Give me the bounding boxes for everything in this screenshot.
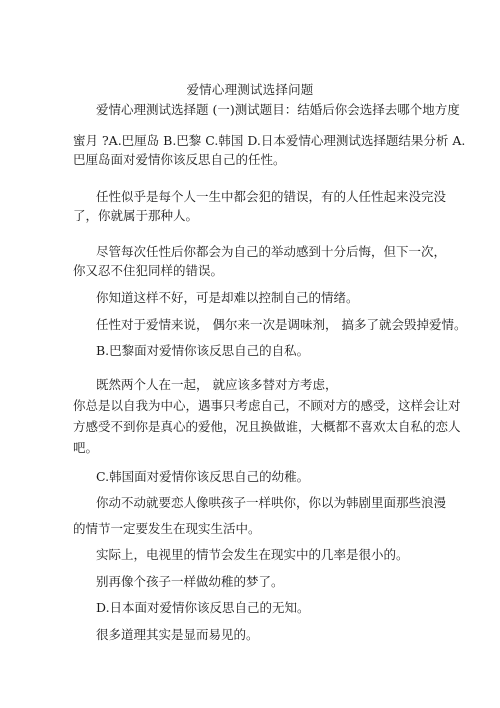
- paragraph-line: 爱情心理测试选择题 (一)测试题目：结婚后你会选择去哪个地方度: [96, 102, 460, 117]
- paragraph-line: 你又忍不住犯同样的错误。: [73, 263, 224, 278]
- paragraph-line: 你动不动就要恋人像哄孩子一样哄你，你以为韩剧里面那些浪漫: [96, 495, 447, 510]
- paragraph-line: 的情节一定要发生在现实生活中。: [73, 521, 261, 536]
- paragraph-line: 任性似乎是每个人一生中都会犯的错误，有的人任性起来没完没: [96, 189, 447, 204]
- paragraph-line: 很多道理其实是显而易见的。: [96, 627, 259, 642]
- paragraph-line: 你总是以自我为中心，遇事只考虑自己，不顾对方的感受，这样会让对: [73, 398, 461, 413]
- paragraph-line: 巴厘岛面对爱情你该反思自己的任性。: [73, 152, 286, 167]
- paragraph-line: 吧。: [73, 440, 99, 455]
- paragraph-line: B.巴黎面对爱情你该反思自己的自私。: [96, 343, 310, 358]
- paragraph-line: 别再像个孩子一样做幼稚的梦了。: [96, 574, 284, 589]
- paragraph-line: C.韩国面对爱情你该反思自己的幼稚。: [96, 469, 310, 484]
- paragraph-line: 实际上，电视里的情节会发生在现实中的几率是很小的。: [96, 547, 409, 562]
- paragraph-line: 你知道这样不好，可是却难以控制自己的情绪。: [96, 290, 359, 305]
- document-title: 爱情心理测试选择问题: [186, 82, 314, 97]
- paragraph-line: 方感受不到你是真心的爱他，况且换做谁，大概都不喜欢太自私的恋人: [73, 419, 461, 434]
- paragraph-line: 任性对于爱情来说， 偶尔来一次是调味剂， 搞多了就会毁掉爱情。: [96, 317, 467, 332]
- paragraph-line: D.日本面对爱情你该反思自己的无知。: [96, 600, 310, 615]
- paragraph-line: 蜜月 ?A.巴厘岛 B.巴黎 C.韩国 D.日本爱情心理测试选择题结果分析 A.: [73, 133, 466, 148]
- paragraph-line: 尽管每次任性后你都会为自己的举动感到十分后悔，但下一次，: [96, 244, 447, 259]
- paragraph-line: 既然两个人在一起， 就应该多替对方考虑，: [96, 377, 338, 392]
- paragraph-line: 了，你就属于那种人。: [73, 208, 199, 223]
